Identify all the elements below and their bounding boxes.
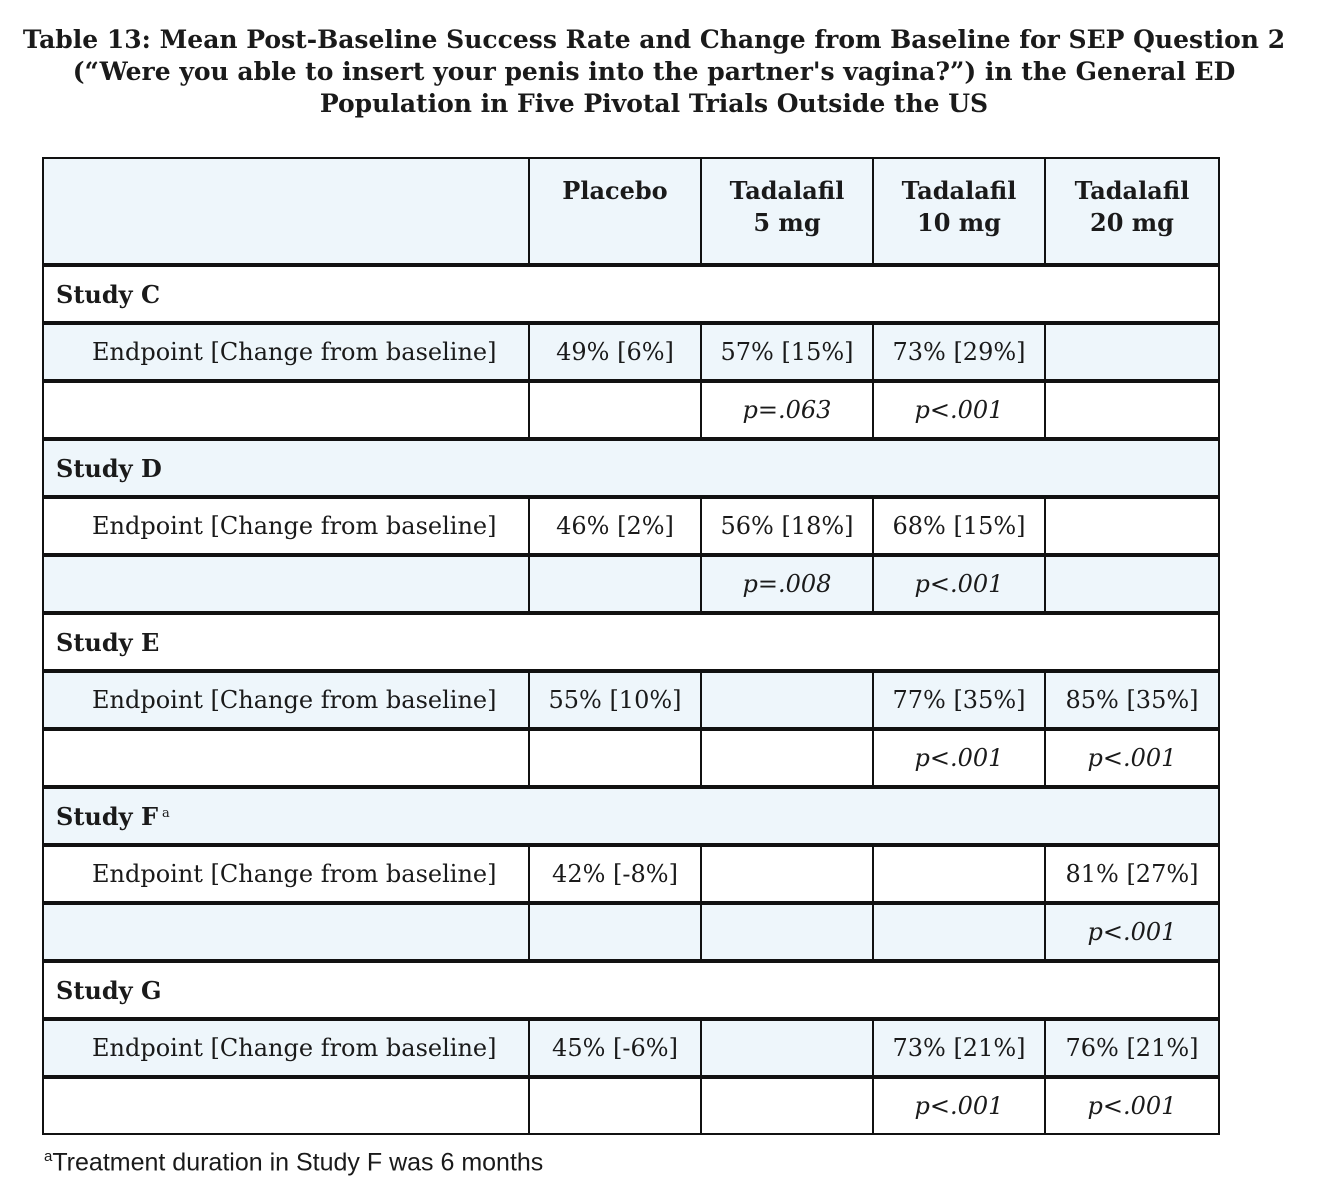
pvalue-cell: p<.001 <box>1045 903 1219 961</box>
study-name: Study E <box>43 613 1219 671</box>
pvalue-label-cell <box>43 729 529 787</box>
study-name: Study F $^a$ <box>43 787 1219 845</box>
header-placebo: Placebo <box>529 158 701 265</box>
pvalue-cell <box>529 729 701 787</box>
endpoint-value-cell: 49% [6%] <box>529 323 701 381</box>
endpoint-value-cell: 45% [-6%] <box>529 1019 701 1077</box>
endpoint-row <box>43 497 1219 555</box>
header-tadalafil-5mg: Tadalafil 5 mg <box>701 158 873 265</box>
pvalue-cell: p<.001 <box>873 729 1045 787</box>
footnote-reference: a <box>162 805 170 821</box>
endpoint-value-cell: 73% [21%] <box>873 1019 1045 1077</box>
endpoint-label: Endpoint [Change from baseline] <box>43 671 529 729</box>
study-row <box>43 787 1219 845</box>
endpoint-value-cell: 81% [27%] <box>1045 845 1219 903</box>
endpoint-value-cell: 77% [35%] <box>873 671 1045 729</box>
pvalue-cell <box>1045 381 1219 439</box>
table-title: Table 13: Mean Post-Baseline Success Rate and Change from Baseline for SEP Question 2 (“Were you able to insert your penis into the partner's vagina?”) in the General ED Population in Five Pivotal Trials Outside the US <box>22 25 1286 118</box>
endpoint-row <box>43 845 1219 903</box>
pvalue-row <box>43 381 1219 439</box>
endpoint-value-cell: 55% [10%] <box>529 671 701 729</box>
header-row <box>43 158 1219 265</box>
study-name: Study D <box>43 439 1219 497</box>
pvalue-cell: p<.001 <box>873 555 1045 613</box>
endpoint-label: Endpoint [Change from baseline] <box>43 323 529 381</box>
pvalue-cell: p<.001 <box>1045 1077 1219 1134</box>
header-tadalafil-20mg: Tadalafil 20 mg <box>1045 158 1219 265</box>
endpoint-value-cell <box>701 671 873 729</box>
pvalue-cell: p=.063 <box>701 381 873 439</box>
endpoint-value-cell <box>1045 497 1219 555</box>
pvalue-cell: p=.008 <box>701 555 873 613</box>
endpoint-value-cell: 76% [21%] <box>1045 1019 1219 1077</box>
pvalue-label-cell <box>43 555 529 613</box>
study-row <box>43 961 1219 1019</box>
endpoint-value-cell: 56% [18%] <box>701 497 873 555</box>
study-name: Study C <box>43 265 1219 323</box>
endpoint-value-cell: 73% [29%] <box>873 323 1045 381</box>
pvalue-cell <box>529 1077 701 1134</box>
endpoint-row <box>43 671 1219 729</box>
endpoint-value-cell <box>873 845 1045 903</box>
pvalue-cell <box>701 729 873 787</box>
pvalue-cell <box>1045 555 1219 613</box>
endpoint-value-cell: 85% [35%] <box>1045 671 1219 729</box>
footnote-text: Treatment duration in Study F was 6 months <box>52 1148 544 1177</box>
endpoint-value-cell: 42% [-8%] <box>529 845 701 903</box>
endpoint-row <box>43 1019 1219 1077</box>
pvalue-cell <box>701 1077 873 1134</box>
pvalue-row <box>43 903 1219 961</box>
endpoint-label: Endpoint [Change from baseline] <box>43 1019 529 1077</box>
endpoint-value-cell: 57% [15%] <box>701 323 873 381</box>
endpoint-label: Endpoint [Change from baseline] <box>43 497 529 555</box>
pvalue-label-cell <box>43 903 529 961</box>
footnote-marker: a <box>44 1148 53 1165</box>
table-body <box>43 265 1219 1134</box>
pvalue-label-cell <box>43 381 529 439</box>
endpoint-row <box>43 323 1219 381</box>
pvalue-cell <box>529 555 701 613</box>
footnote <box>44 1148 543 1177</box>
endpoint-value-cell <box>701 1019 873 1077</box>
study-row <box>43 265 1219 323</box>
pvalue-cell <box>701 903 873 961</box>
header-tadalafil-10mg: Tadalafil 10 mg <box>873 158 1045 265</box>
pvalue-label-cell <box>43 1077 529 1134</box>
pvalue-cell: p<.001 <box>873 381 1045 439</box>
pvalue-cell <box>529 903 701 961</box>
header-empty-cell <box>43 158 529 265</box>
results-table <box>42 157 1220 1135</box>
endpoint-value-cell <box>701 845 873 903</box>
study-row <box>43 613 1219 671</box>
endpoint-value-cell <box>1045 323 1219 381</box>
endpoint-value-cell: 46% [2%] <box>529 497 701 555</box>
pvalue-cell: p<.001 <box>1045 729 1219 787</box>
endpoint-value-cell: 68% [15%] <box>873 497 1045 555</box>
pvalue-cell <box>529 381 701 439</box>
pvalue-row <box>43 1077 1219 1134</box>
study-row <box>43 439 1219 497</box>
study-name: Study G <box>43 961 1219 1019</box>
pvalue-cell <box>873 903 1045 961</box>
pvalue-cell: p<.001 <box>873 1077 1045 1134</box>
pvalue-row <box>43 729 1219 787</box>
endpoint-label: Endpoint [Change from baseline] <box>43 845 529 903</box>
pvalue-row <box>43 555 1219 613</box>
